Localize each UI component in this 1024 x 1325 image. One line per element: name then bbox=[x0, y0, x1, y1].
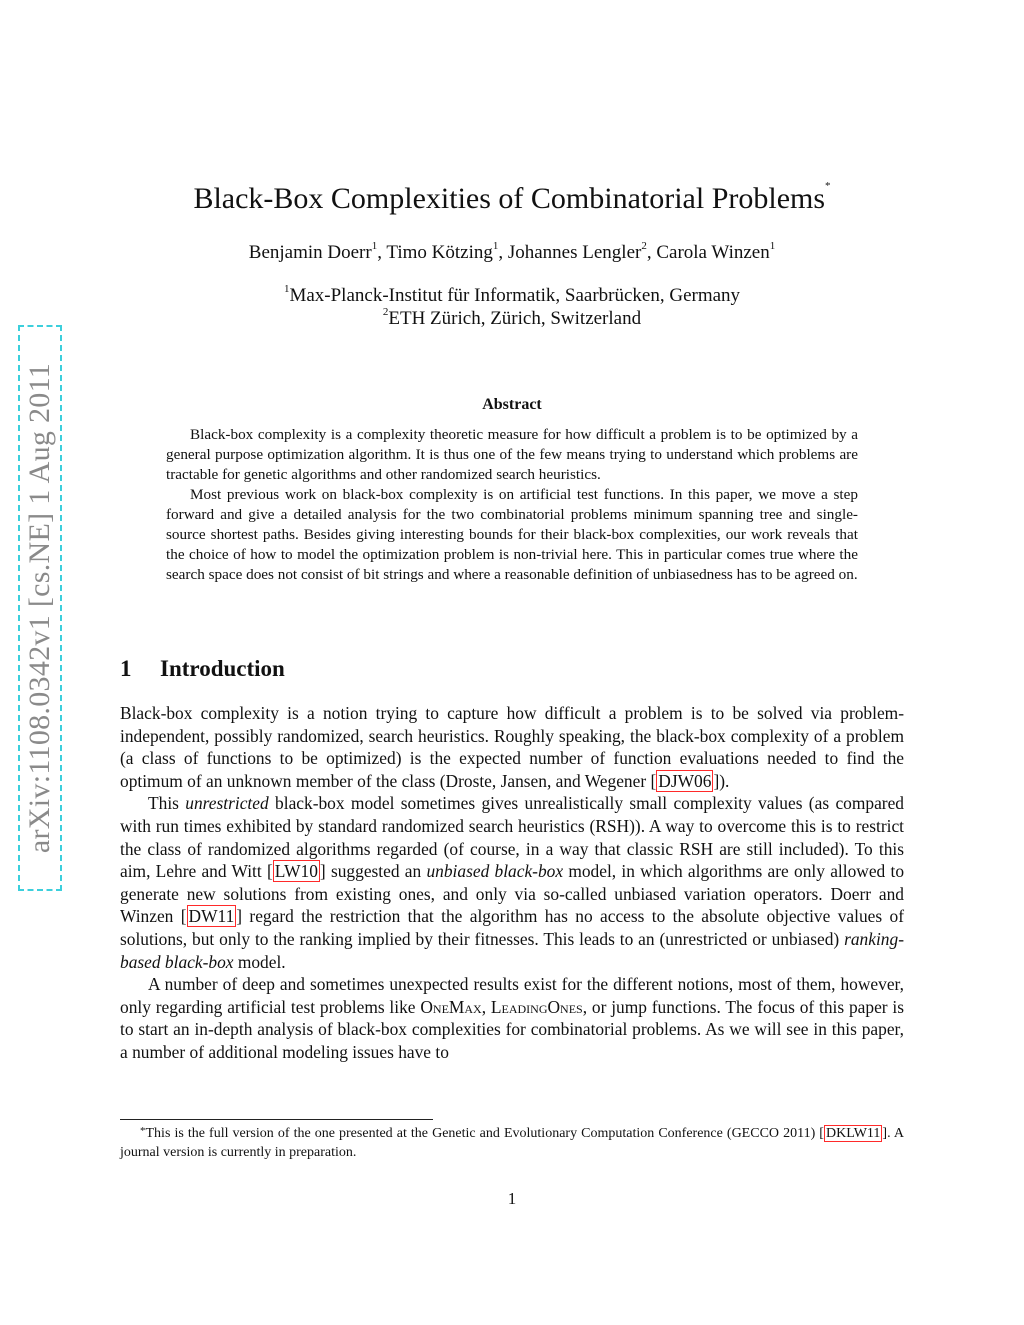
arxiv-id: arXiv:1108.0342v1 [cs.NE] 1 Aug 2011 bbox=[23, 362, 56, 854]
author-list: Benjamin Doerr$^1$, Timo Kötzing$^1$, Johannes Lengler$^2$, Carola Winzen$^1$ bbox=[248, 240, 776, 263]
abstract-paragraph: Black-box complexity is a complexity theoretic measure for how difficult a problem is to be optimized by a general purpose optimization algorithm. It is thus one of the few means trying to understand which problems are tractable for genetic algorithms and other randomized search heuristics. bbox=[166, 426, 858, 483]
title-text: Black-Box Complexities of Combinatorial Problems bbox=[193, 182, 826, 215]
citation-link[interactable]: DW11 bbox=[188, 906, 235, 927]
author: Timo Kötzing bbox=[386, 242, 493, 263]
abstract-heading: Abstract bbox=[482, 396, 542, 413]
citation-link[interactable]: LW10 bbox=[274, 861, 318, 882]
section-title: Introduction bbox=[160, 656, 285, 681]
arxiv-stamp bbox=[18, 325, 62, 891]
footnote-mark: * bbox=[140, 1125, 146, 1137]
author: Johannes Lengler bbox=[507, 242, 642, 263]
author: Benjamin Doerr bbox=[248, 242, 372, 263]
paragraph-1: Black-box complexity is a notion trying to capture how difficult a problem is to be solved via problem-independent, possibly randomized, search heuristics. Roughly speaking, the black-box complexity of a problem (a class of functions to be optimized) is the expected number of function evaluations needed to find the optimum of an unknown member of the class (Droste, Jansen, and Wegener [ DJW06 ]). bbox=[120, 703, 904, 791]
affiliation-num: 2 bbox=[382, 306, 389, 318]
section-number: 1 bbox=[120, 656, 132, 681]
section-heading bbox=[120, 656, 285, 682]
abstract-paragraph: Most previous work on black-box complexity is on artificial test functions. In this paper, we move a step forward and give a detailed analysis for the two combinatorial problems minimum spanning tree and single-source shortest paths. Besides giving interesting bounds for their black-box complexities, our work reveals that the choice of how to model the optimization problem is non-trivial here. This in particular comes true where the search space does not consist of bit strings and where a reasonable definition of unbiasedness has to be agreed on. bbox=[166, 486, 858, 583]
footnote-rule bbox=[120, 1119, 433, 1120]
title-footnote-mark: * bbox=[825, 180, 831, 192]
paragraph-2: This unrestricted black-box model sometimes gives unrealistically small complexity values (as compared with run times exhibited by standard randomized search heuristics (RSH)). A way to overcome this is to restrict the class of randomized algorithms regarded (of course, in a way that classic RSH are still included). To this aim, Lehre and Witt [ LW10 ] suggested an unbiased black-box model, in which algorithms are only allowed to generate new solutions from existing ones, and only via so-called unbiased variation operators. Doerr and Winzen [ DW11 ] regard the restriction that the algorithm has no access to the absolute objective values of solutions, but only to the ranking implied by their fitnesses. This leads to an (unrestricted or unbiased) ranking-based black-box model. bbox=[120, 793, 905, 972]
affiliation-1 bbox=[120, 285, 904, 307]
page-number: 1 bbox=[507, 1189, 517, 1208]
author-aff: 1 bbox=[371, 240, 378, 252]
paragraph-3: A number of deep and sometimes unexpected results exist for the different notions, most of them, however, only regarding artificial test problems like OneMax, LeadingOnes, or jump functions. The focus of this paper is to start an in-depth analysis of black-box complexities for combinatorial problems. As we will see in this paper, a number of additional modeling issues have to bbox=[120, 974, 904, 1062]
affiliation-text: Max-Planck-Institut für Informatik, Saarbrücken, Germany bbox=[289, 285, 741, 306]
emphasis: unbiased black-box bbox=[426, 861, 564, 882]
affiliation-num: 1 bbox=[283, 283, 290, 295]
emphasis: unrestricted bbox=[185, 793, 269, 814]
affiliation-2 bbox=[120, 308, 904, 330]
citation-link[interactable]: DKLW11 bbox=[825, 1126, 881, 1141]
function-name: OneMax bbox=[420, 996, 482, 1017]
abstract-body bbox=[166, 425, 858, 585]
introduction-body bbox=[120, 702, 904, 1064]
author-aff: 2 bbox=[641, 240, 647, 252]
citation-link[interactable]: DJW06 bbox=[658, 770, 712, 791]
author-aff: 1 bbox=[769, 240, 776, 252]
function-name: LeadingOnes bbox=[490, 996, 583, 1017]
emphasis: ranking-based black-box bbox=[120, 928, 904, 972]
author: Carola Winzen bbox=[656, 242, 770, 263]
paper-title bbox=[120, 182, 904, 216]
footnote: *This is the full version of the one presented at the Genetic and Evolutionary Computation Conference (GECCO 2011) [ DKLW11 ]. A journal version is currently in preparation. bbox=[120, 1125, 904, 1160]
author-aff: 1 bbox=[492, 240, 499, 252]
affiliation-text: ETH Zürich, Zürich, Switzerland bbox=[388, 308, 642, 329]
